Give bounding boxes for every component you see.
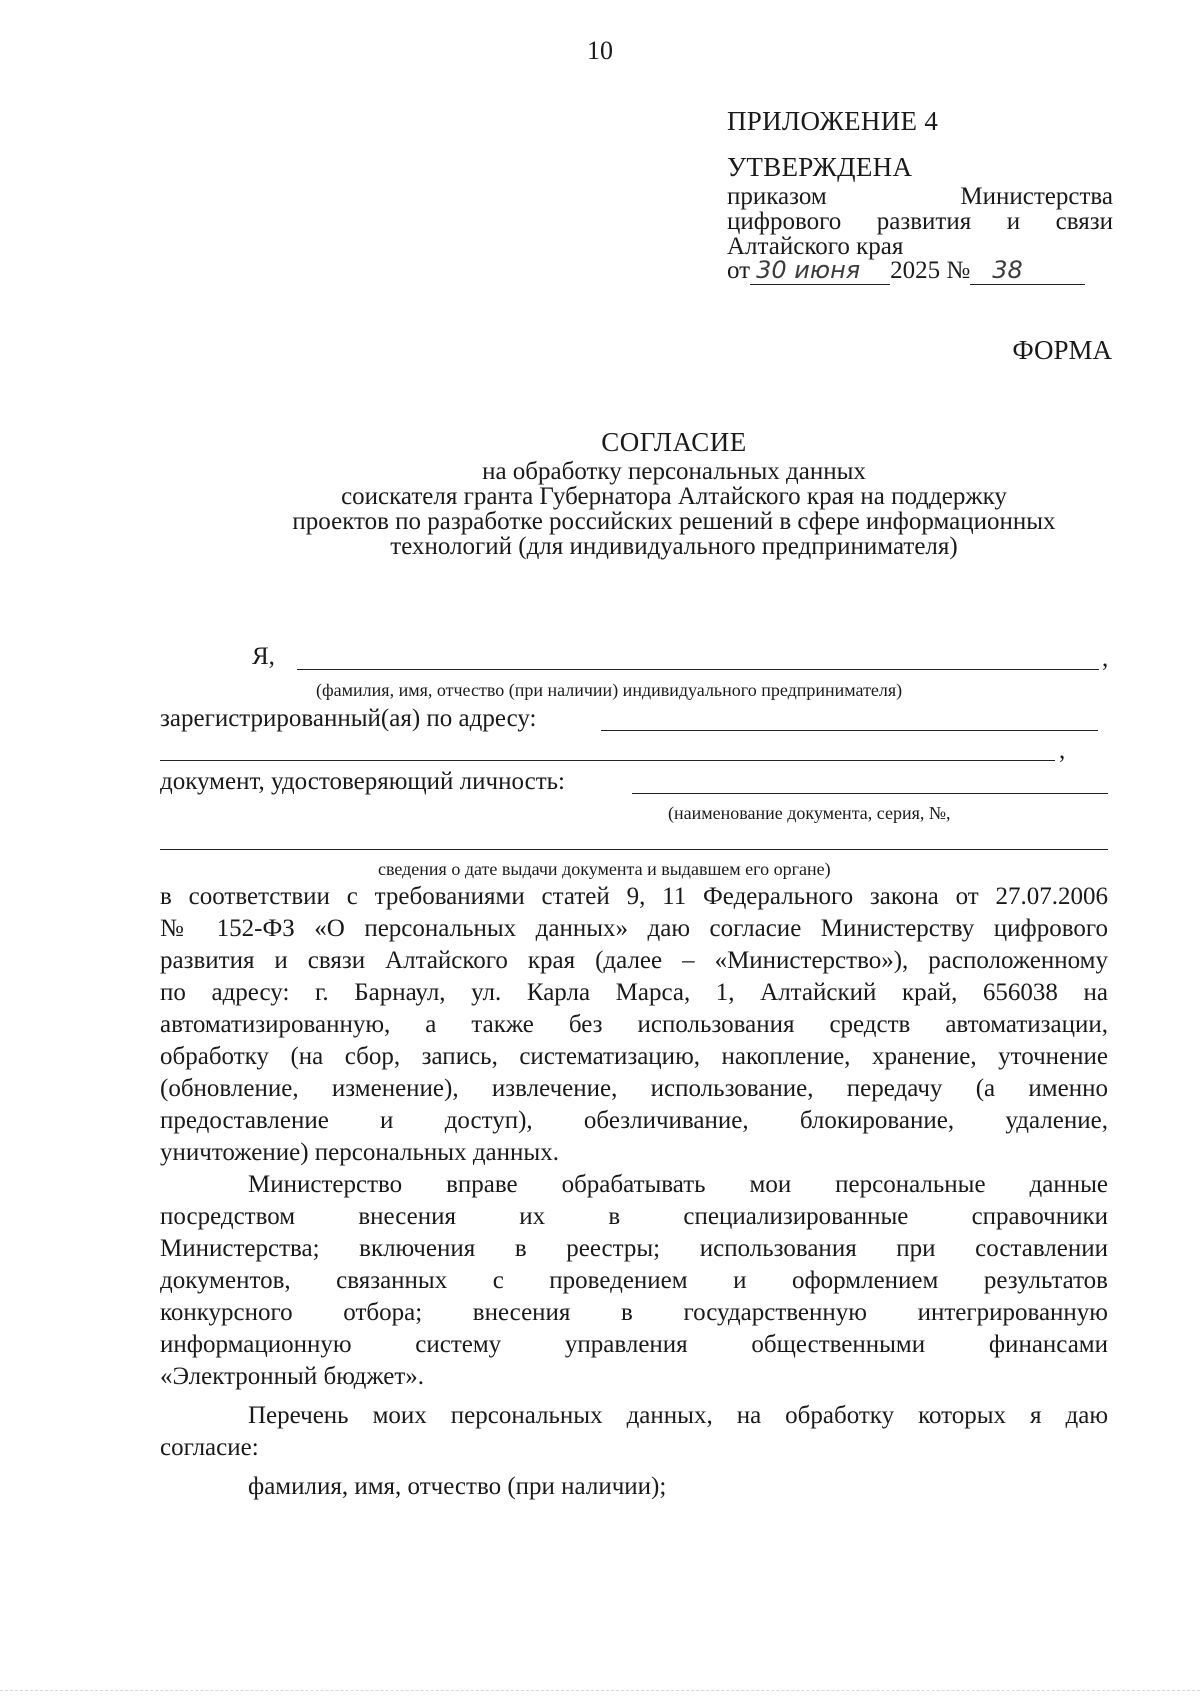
page-number: 10	[587, 36, 613, 65]
paragraph-1-line-7: (обновление, изменение), извлечение, использование, передачу (а именно	[160, 1075, 1108, 1102]
document-label: документ, удостоверяющий личность:	[160, 768, 565, 795]
paragraph-1-line-1: в соответствии с требованиями статей 9, 11 Федерального закона от 27.07.2006	[160, 883, 1108, 910]
paragraph-1-line-9: уничтожение) персональных данных.	[160, 1139, 559, 1166]
paragraph-3-line-1: Перечень моих персональных данных, на обработку которых я даю	[248, 1402, 1108, 1429]
handwritten-number: 38	[992, 256, 1023, 284]
document-field-line[interactable]	[632, 793, 1108, 794]
title-line-3: проектов по разработке российских решений в сфере информационных	[292, 508, 1056, 535]
title-line-2: соискателя гранта Губернатора Алтайского края на поддержку	[341, 483, 1007, 510]
order-line-2: цифрового развития и связи	[727, 208, 1113, 235]
paragraph-2-line-2: посредством внесения их в специализированные справочники	[160, 1203, 1108, 1230]
number-blank	[970, 256, 1085, 285]
title-line-1: на обработку персональных данных	[482, 458, 866, 485]
year-number-label: 2025 №	[890, 257, 971, 284]
address-comma: ,	[1059, 737, 1066, 764]
paragraph-2-line-6: информационную систему управления общественными финансами	[160, 1331, 1108, 1358]
handwritten-date: 30 июня	[756, 256, 861, 284]
name-field-line[interactable]	[297, 669, 1099, 670]
paragraph-1-line-6: обработку (на сбор, запись, систематизацию, накопление, хранение, уточнение	[160, 1043, 1108, 1070]
order-date-line	[727, 257, 1085, 285]
issue-caption: сведения о дате выдачи документа и выдавшем его органе)	[378, 859, 831, 879]
appendix-label: ПРИЛОЖЕНИЕ 4	[727, 106, 939, 136]
order-line-1: приказом Министерства	[727, 183, 1113, 210]
paragraph-1-line-3: развития и связи Алтайского края (далее – «Министерство»), расположенному	[160, 947, 1108, 974]
date-prefix: от	[727, 257, 751, 284]
paragraph-3-line-2: согласие:	[160, 1434, 259, 1461]
order-line-3: Алтайского края	[727, 233, 904, 260]
paragraph-1-line-8: предоставление и доступ), обезличивание, блокирование, удаление,	[160, 1107, 1108, 1134]
paragraph-1-line-5: автоматизированную, а также без использования средств автоматизации,	[160, 1011, 1108, 1038]
form-label: ФОРМА	[1012, 335, 1112, 365]
ya-label: Я,	[252, 643, 275, 670]
address-field-line-1[interactable]	[601, 730, 1098, 731]
approved-label: УТВЕРЖДЕНА	[727, 152, 913, 182]
paragraph-2-line-7: «Электронный бюджет».	[160, 1363, 425, 1390]
address-label: зарегистрированный(ая) по адресу:	[160, 705, 537, 732]
paragraph-2-line-5: конкурсного отбора; внесения в государственную интегрированную	[160, 1299, 1108, 1326]
paragraph-2-line-1: Министерство вправе обрабатывать мои персональные данные	[248, 1171, 1108, 1198]
scan-edge-line	[0, 1690, 1200, 1691]
document-caption: (наименование документа, серия, №,	[668, 803, 951, 823]
document-title: СОГЛАСИЕ	[601, 427, 747, 457]
address-field-line-2[interactable]	[160, 760, 1055, 761]
date-blank	[750, 256, 890, 285]
paragraph-1-line-2: № 152-ФЗ «О персональных данных» даю согласие Министерству цифрового	[160, 915, 1108, 942]
title-line-4: технологий (для индивидуального предпринимателя)	[390, 533, 958, 560]
paragraph-2-line-4: документов, связанных с проведением и оформлением результатов	[160, 1267, 1108, 1294]
name-comma: ,	[1102, 645, 1109, 672]
name-caption: (фамилия, имя, отчество (при наличии) индивидуального предпринимателя)	[316, 680, 903, 700]
paragraph-1-line-4: по адресу: г. Барнаул, ул. Карла Марса, 1, Алтайский край, 656038 на	[160, 979, 1108, 1006]
issue-field-line[interactable]	[160, 849, 1108, 850]
paragraph-2-line-3: Министерства; включения в реестры; использования при составлении	[160, 1235, 1108, 1262]
list-item: фамилия, имя, отчество (при наличии);	[248, 1473, 667, 1500]
